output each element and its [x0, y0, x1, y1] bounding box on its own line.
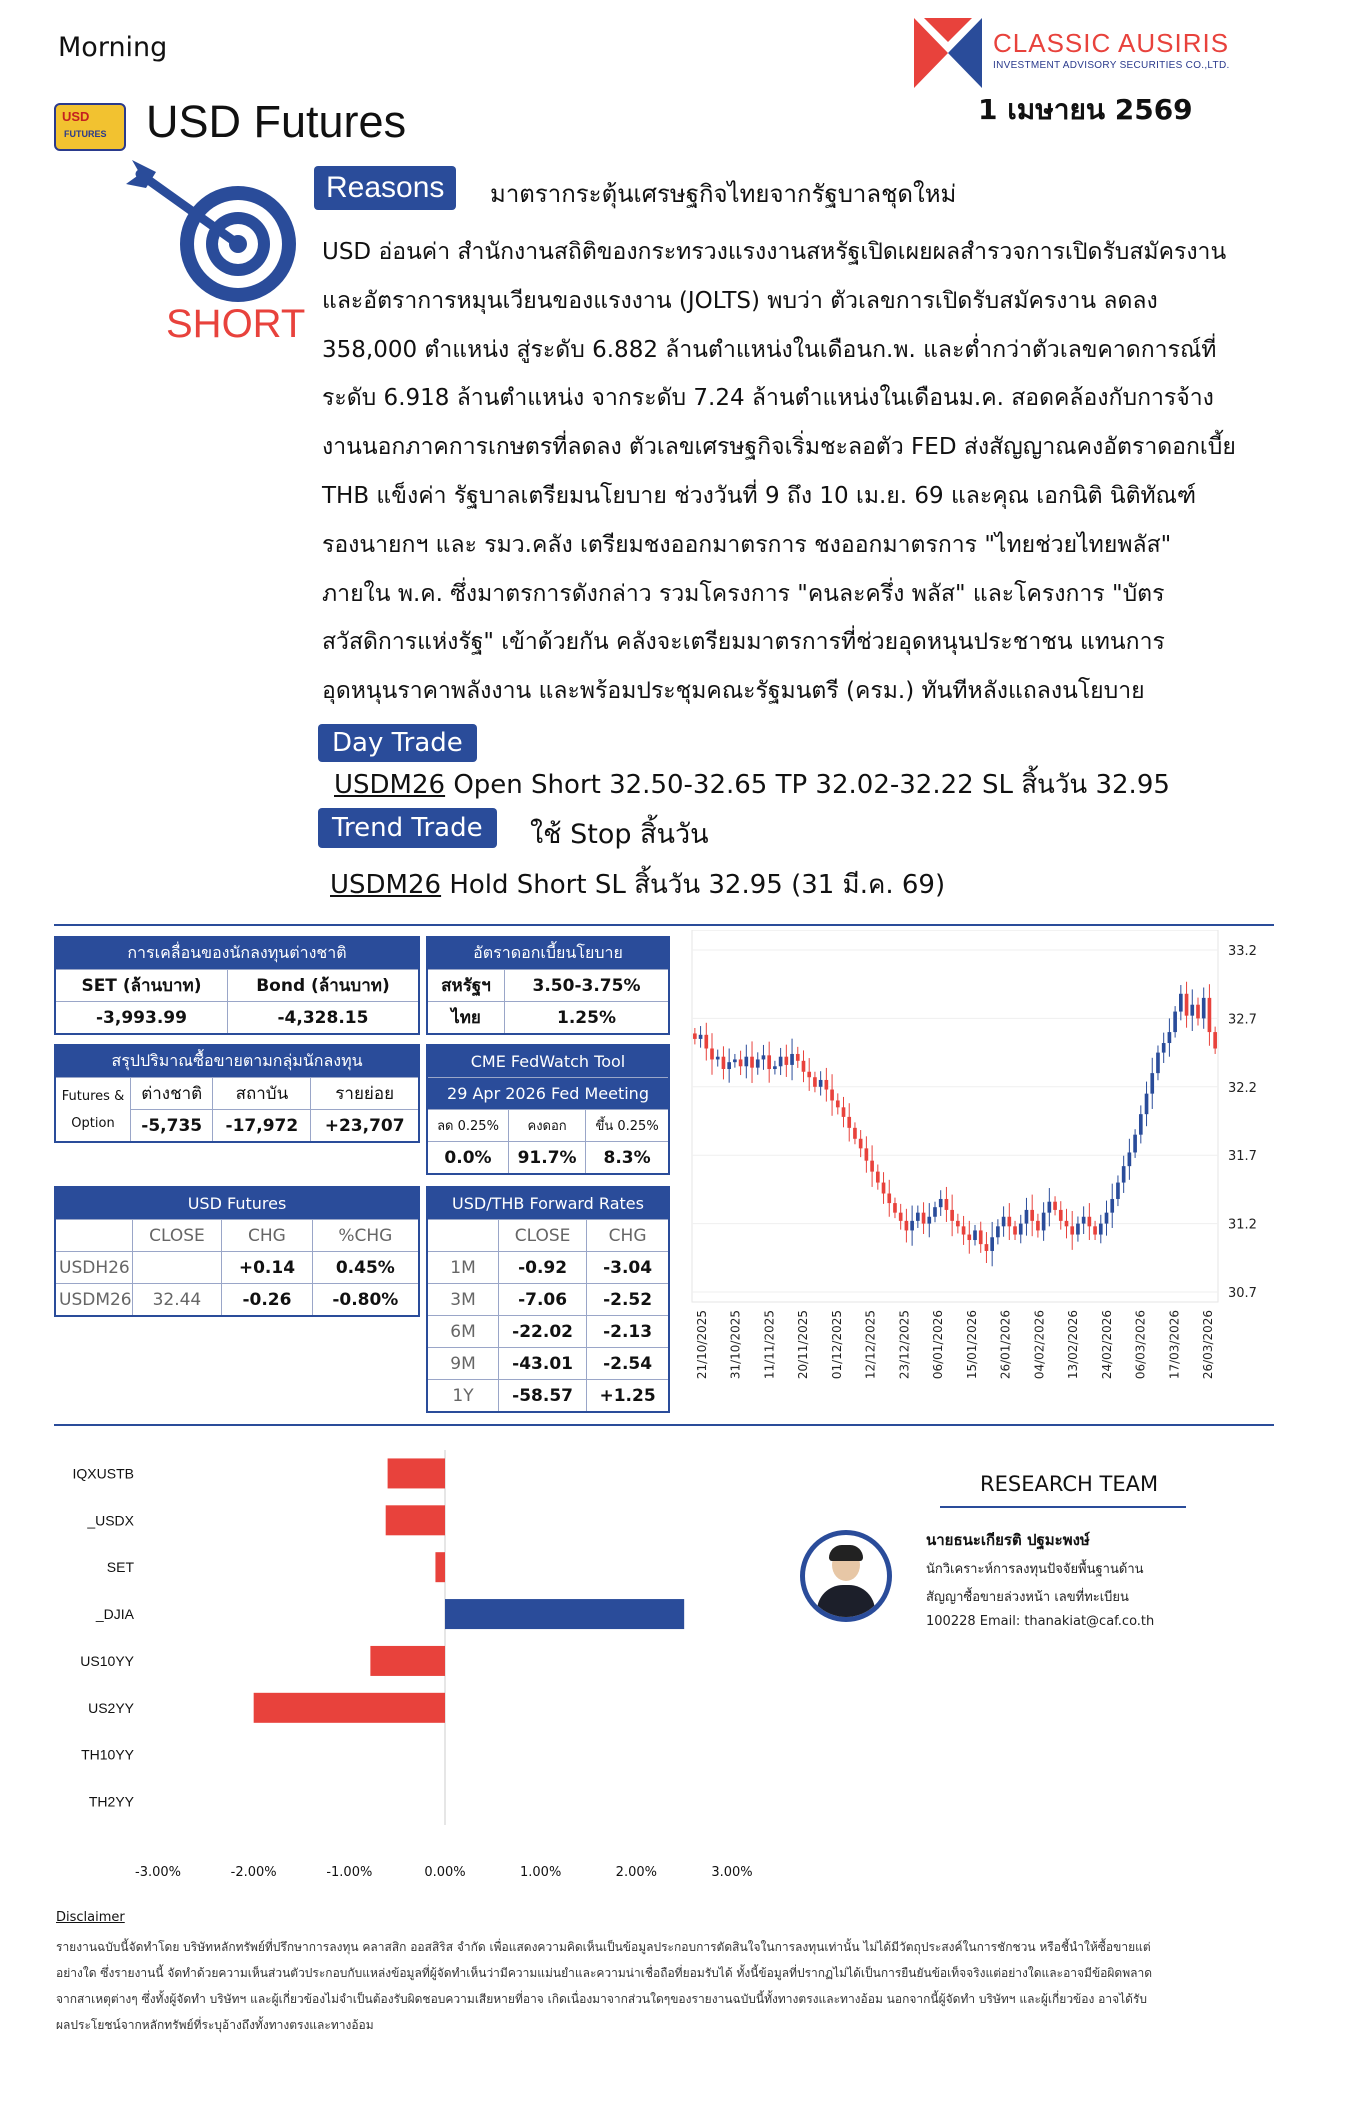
table-cell: USDH26	[55, 1252, 132, 1284]
candle-body	[785, 1057, 789, 1065]
table-title: USD Futures	[55, 1187, 419, 1220]
table-cell: -22.02	[499, 1316, 587, 1348]
candle-body	[1059, 1210, 1063, 1221]
candle-body	[945, 1199, 949, 1210]
candle-body	[1036, 1221, 1040, 1231]
session-label: Morning	[58, 32, 168, 63]
table-cell: 6M	[427, 1316, 499, 1348]
row-label-line: Option	[71, 1115, 115, 1131]
candle-body	[693, 1033, 697, 1038]
x-tick-label: 01/12/2025	[829, 1310, 844, 1380]
candle-body	[876, 1172, 880, 1183]
candle-body	[1162, 1043, 1166, 1053]
x-tick-label: 11/11/2025	[762, 1310, 777, 1380]
candle-body	[847, 1117, 851, 1128]
candle-body	[1002, 1217, 1006, 1227]
candle-body	[756, 1059, 760, 1067]
x-tick-label: 06/01/2026	[931, 1310, 946, 1380]
candle-body	[796, 1054, 800, 1061]
reason-line: USD อ่อนค่า สำนักงานสถิติของกระทรวงแรงงานสหรัฐเปิดเผยผลสำรวจการเปิดรับสมัครงาน	[322, 239, 1227, 265]
day-trade-symbol: USDM26	[334, 770, 446, 800]
candle-body	[882, 1183, 886, 1194]
reasons-body	[322, 228, 1262, 716]
x-tick-label: 04/02/2026	[1032, 1310, 1047, 1380]
y-tick-label: 32.7	[1228, 1012, 1257, 1028]
candle-body	[927, 1217, 931, 1224]
table-row	[427, 1252, 669, 1284]
candle-body	[819, 1080, 823, 1087]
candle-body	[1105, 1213, 1109, 1224]
candle-body	[1053, 1202, 1057, 1210]
candle-body	[973, 1230, 977, 1240]
candle-body	[1116, 1183, 1120, 1199]
reasons-tag: Reasons	[314, 166, 456, 210]
candle-body	[990, 1237, 994, 1251]
candle-body	[825, 1080, 829, 1090]
candle-body	[1088, 1217, 1092, 1227]
table-row	[427, 1380, 669, 1413]
table-title: CME FedWatch Tool	[427, 1045, 669, 1078]
table-header: CLOSE	[499, 1220, 587, 1252]
analyst-email: 100228 Email: thanakiat@caf.co.th	[926, 1614, 1155, 1629]
x-tick-label: 1.00%	[520, 1865, 562, 1880]
change-bar-chart	[54, 1440, 814, 1890]
trend-trade-tag: Trend Trade	[318, 808, 497, 848]
bar	[388, 1458, 445, 1488]
candle-body	[1202, 998, 1206, 1019]
candle-body	[750, 1057, 754, 1068]
candle-body	[836, 1100, 840, 1107]
brand-subtitle: INVESTMENT ADVISORY SECURITIES CO.,LTD.	[993, 60, 1230, 71]
y-tick-label: 33.2	[1228, 944, 1257, 959]
table-cell: -0.26	[222, 1284, 312, 1317]
candle-body	[1122, 1166, 1126, 1182]
trend-trade-note: ใช้ Stop สิ้นวัน	[530, 819, 709, 850]
candle-body	[733, 1059, 737, 1062]
day-trade-tag: Day Trade	[318, 724, 477, 762]
table-cell: -58.57	[499, 1380, 587, 1413]
avatar-hair-shape	[829, 1545, 863, 1561]
x-tick-label: 12/12/2025	[863, 1310, 878, 1380]
candle-body	[922, 1213, 926, 1224]
candle-body	[1007, 1217, 1011, 1227]
candle-body	[1185, 994, 1189, 1016]
table-row	[427, 1316, 669, 1348]
candle-body	[1025, 1210, 1029, 1224]
table-header	[55, 1220, 132, 1252]
table-cell: -2.52	[587, 1284, 669, 1316]
table-cell: -43.01	[499, 1348, 587, 1380]
reason-line: งานนอกภาคการเกษตรที่ลดลง ตัวเลขเศรษฐกิจเริ่มชะลอตัว FED ส่งสัญญาณคงอัตราดอกเบี้ย	[322, 434, 1236, 461]
disclaimer-line: อย่างใด ซึ่งรายงานนี้ จัดทำด้วยความเห็นส่วนตัวประกอบกับแหล่งข้อมูลที่ผู้จัดทำเห็นว่ามีความแม่นยำและความน่าเชื่อถือที่ยอมรับได้ ทั้งนี้ข้อมูลที่ปรากฏไม่ได้เป็นการยืนยันข้อเท็จจริงแต่อย่างใดและอาจมีข้อผิดพลาด	[56, 1966, 1152, 1980]
candle-body	[1179, 994, 1183, 1012]
y-tick-label: 31.2	[1228, 1217, 1257, 1233]
table-cell: +23,707	[311, 1110, 419, 1143]
candle-body	[1030, 1210, 1034, 1221]
x-tick-label: 26/01/2026	[998, 1310, 1013, 1380]
reason-line: และอัตราการหมุนเวียนของแรงงาน (JOLTS) พบว่า ตัวเลขการเปิดรับสมัครงาน ลดลง	[322, 287, 1158, 314]
price-chart	[690, 930, 1280, 1422]
table-cell: -0.80%	[312, 1284, 419, 1317]
forward-rates-table	[426, 1186, 670, 1413]
analyst-avatar	[800, 1530, 892, 1622]
page-title: USD Futures	[146, 96, 407, 147]
x-tick-label: 13/02/2026	[1066, 1310, 1081, 1380]
candle-body	[716, 1057, 720, 1060]
category-label: IQXUSTB	[72, 1465, 134, 1482]
fedwatch-table	[426, 1044, 670, 1175]
table-header: CLOSE	[132, 1220, 222, 1252]
table-row	[55, 1284, 419, 1317]
table-row-label	[55, 1078, 131, 1143]
table-header: ต่างชาติ	[131, 1078, 213, 1110]
candle-body	[727, 1062, 731, 1069]
candle-body	[1156, 1053, 1160, 1074]
avatar-photo	[805, 1535, 887, 1617]
candle-body	[1145, 1094, 1149, 1115]
reasons-headline: มาตรากระตุ้นเศรษฐกิจไทยจากรัฐบาลชุดใหม่	[490, 180, 957, 208]
candle-body	[1139, 1114, 1143, 1135]
table-cell: -5,735	[131, 1110, 213, 1143]
candle-body	[744, 1057, 748, 1067]
x-tick-label: 26/03/2026	[1201, 1310, 1215, 1380]
candle-body	[1110, 1199, 1114, 1213]
x-tick-label: 23/12/2025	[897, 1310, 912, 1380]
table-header: สถาบัน	[213, 1078, 311, 1110]
table-cell: -0.92	[499, 1252, 587, 1284]
table-row	[427, 1348, 669, 1380]
candle-body	[1168, 1032, 1172, 1043]
x-tick-label: 06/03/2026	[1133, 1310, 1148, 1380]
table-cell: -17,972	[213, 1110, 311, 1143]
table-cell: ไทย	[427, 1002, 505, 1035]
candle-body	[1190, 1005, 1194, 1016]
research-title-underline	[940, 1506, 1186, 1508]
candle-body	[830, 1090, 834, 1101]
usd-futures-badge-icon	[54, 103, 126, 151]
x-tick-label: 31/10/2025	[728, 1310, 743, 1380]
candle-body	[865, 1148, 869, 1160]
candle-body	[1070, 1226, 1074, 1234]
category-label: US2YY	[88, 1699, 134, 1716]
candle-body	[950, 1210, 954, 1221]
candle-body	[1042, 1213, 1046, 1231]
usd-futures-table	[54, 1186, 420, 1317]
x-tick-label: 2.00%	[615, 1865, 657, 1880]
candle-body	[807, 1072, 811, 1077]
trend-trade-symbol: USDM26	[330, 870, 442, 900]
disclaimer-line: รายงานฉบับนี้จัดทำโดย บริษัทหลักทรัพย์ที่ปรึกษาการลงทุน คลาสสิก ออสสิริส จำกัด เพื่อแสดงความคิดเห็นเป็นข้อมูลประกอบการตัดสินใจในการลงทุนเท่านั้น ไม่ได้มีวัตถุประสงค์ในการชักชวน หรือชี้นำให้ซื้อขายแต่	[56, 1940, 1151, 1954]
x-tick-label: 20/11/2025	[796, 1310, 811, 1380]
table-header: CHG	[222, 1220, 312, 1252]
brand-name: CLASSIC AUSIRIS	[993, 28, 1230, 58]
bar	[435, 1552, 445, 1582]
candle-body	[905, 1221, 909, 1231]
x-tick-label: -3.00%	[135, 1865, 181, 1880]
table-cell: +1.25	[587, 1380, 669, 1413]
candle-body	[1099, 1224, 1103, 1235]
section-divider	[54, 924, 1274, 926]
bar	[386, 1505, 445, 1535]
analyst-name: นายธนะเกียรติ ปฐมะพงษ์	[926, 1531, 1090, 1549]
table-header: คงดอก	[509, 1110, 586, 1142]
table-row	[55, 1252, 419, 1284]
section-divider	[54, 1424, 1274, 1426]
category-label: SET	[106, 1559, 134, 1576]
bar	[370, 1646, 445, 1676]
candle-body	[779, 1057, 783, 1067]
x-tick-label: -2.00%	[230, 1865, 277, 1880]
table-cell: -3.04	[587, 1252, 669, 1284]
category-label: TH10YY	[81, 1746, 134, 1763]
table-cell: -3,993.99	[55, 1002, 227, 1035]
candle-body	[859, 1139, 863, 1149]
table-cell: -2.54	[587, 1348, 669, 1380]
table-cell: -7.06	[499, 1284, 587, 1316]
disclaimer-line: จากสาเหตุต่างๆ ซึ่งทั้งผู้จัดทำ บริษัทฯ และผู้เกี่ยวข้องไม่จำเป็นต้องรับผิดชอบความเสียหายที่อาจ เกิดเนื่องมาจากส่วนใดๆของรายงานฉบับนี้ทั้งทางตรงและทางอ้อม นอกจากนี้ผู้จัดทำ บริษัทฯ และผู้เกี่ยวข้อง อาจได้รับ	[56, 1992, 1148, 2006]
reason-line: ภายใน พ.ค. ซึ่งมาตรการดังกล่าว รวมโครงการ "คนละครึ่ง พลัส" และโครงการ "บัตร	[322, 580, 1165, 607]
category-label: US10YY	[80, 1652, 134, 1669]
x-tick-label: 3.00%	[711, 1865, 753, 1880]
table-title: สรุปปริมาณซื้อขายตามกลุ่มนักลงทุน	[55, 1045, 419, 1078]
candle-body	[739, 1059, 743, 1066]
candle-body	[1213, 1032, 1217, 1048]
candle-body	[767, 1055, 771, 1069]
candle-body	[1076, 1224, 1080, 1235]
candle-body	[962, 1226, 966, 1234]
candle-body	[933, 1207, 937, 1217]
candle-body	[842, 1107, 846, 1117]
reason-line: อุดหนุนราคาพลังงาน และพร้อมประชุมคณะรัฐมนตรี (ครม.) ทันทีหลังแถลงนโยบาย	[322, 678, 1145, 705]
table-subtitle: 29 Apr 2026 Fed Meeting	[427, 1078, 669, 1110]
candle-body	[762, 1055, 766, 1059]
table-cell: +0.14	[222, 1252, 312, 1284]
investor-group-table	[54, 1044, 420, 1143]
candle-body	[1082, 1217, 1086, 1224]
report-date: 1 เมษายน 2569	[978, 93, 1193, 126]
table-row	[427, 1284, 669, 1316]
company-logo-icon	[914, 18, 982, 88]
badge-top-text: USD	[62, 109, 90, 124]
candle-body	[956, 1221, 960, 1226]
reason-line: สวัสดิการแห่งรัฐ" เข้าด้วยกัน คลังจะเตรียมมาตรการที่ช่วยอุดหนุนประชาชน แทนการ	[322, 629, 1165, 656]
candle-body	[996, 1226, 1000, 1237]
avatar-body-shape	[817, 1585, 875, 1617]
day-trade-detail: Open Short 32.50-32.65 TP 32.02-32.22 SL สิ้นวัน 32.95	[445, 770, 1170, 800]
candle-body	[899, 1213, 903, 1221]
table-cell: 1.25%	[505, 1002, 670, 1035]
table-cell: 91.7%	[509, 1142, 586, 1175]
candle-body	[710, 1048, 714, 1059]
table-header: ลด 0.25%	[427, 1110, 509, 1142]
candle-body	[704, 1035, 708, 1049]
table-cell: 1Y	[427, 1380, 499, 1413]
trend-trade-plan	[330, 864, 945, 905]
table-cell: 9M	[427, 1348, 499, 1380]
disclaimer-title: Disclaimer	[56, 1910, 125, 1925]
y-tick-label: 31.7	[1228, 1149, 1257, 1165]
table-title: USD/THB Forward Rates	[427, 1187, 669, 1220]
category-label: _DJIA	[95, 1606, 134, 1623]
table-header: %CHG	[312, 1220, 419, 1252]
candle-body	[1196, 1005, 1200, 1019]
x-tick-label: 0.00%	[424, 1865, 466, 1880]
trend-trade-detail: Hold Short SL สิ้นวัน 32.95 (31 มี.ค. 69)	[441, 870, 946, 900]
x-tick-label: -1.00%	[326, 1865, 373, 1880]
candle-body	[910, 1221, 914, 1231]
candle-body	[699, 1035, 703, 1039]
candle-body	[1173, 1012, 1177, 1033]
table-title: อัตราดอกเบี้ยนโยบาย	[427, 937, 669, 970]
table-cell: 32.44	[132, 1284, 222, 1317]
disclaimer-line: ผลประโยชน์จากหลักทรัพย์ที่ระบุอ้างถึงทั้งทางตรงและทางอ้อม	[56, 2018, 374, 2032]
table-header: รายย่อย	[311, 1078, 419, 1110]
table-header	[427, 1220, 499, 1252]
candle-body	[1013, 1226, 1017, 1234]
candle-body	[773, 1066, 777, 1069]
candle-body	[813, 1077, 817, 1087]
candle-body	[979, 1230, 983, 1244]
candle-body	[887, 1194, 891, 1204]
table-header: Bond (ล้านบาท)	[227, 970, 419, 1002]
candle-body	[916, 1213, 920, 1221]
table-cell: 0.45%	[312, 1252, 419, 1284]
row-label-line: Futures &	[61, 1088, 125, 1104]
category-label: TH2YY	[88, 1793, 134, 1810]
x-tick-label: 17/03/2026	[1167, 1310, 1182, 1380]
table-cell: -4,328.15	[227, 1002, 419, 1035]
candle-body	[939, 1199, 943, 1207]
candle-body	[1133, 1135, 1137, 1153]
candle-body	[853, 1128, 857, 1139]
reason-line: THB แข็งค่า รัฐบาลเตรียมนโยบาย ช่วงวันที่ 9 ถึง 10 เม.ย. 69 และคุณ เอกนิติ นิติทัณฑ์	[322, 482, 1197, 509]
candle-body	[870, 1161, 874, 1172]
candle-body	[893, 1203, 897, 1213]
table-cell: 0.0%	[427, 1142, 509, 1175]
candle-body	[722, 1057, 726, 1069]
y-tick-label: 30.7	[1228, 1286, 1257, 1301]
candle-body	[1150, 1073, 1154, 1094]
candle-body	[1208, 998, 1212, 1032]
table-cell: สหรัฐฯ	[427, 970, 505, 1002]
table-cell: 3M	[427, 1284, 499, 1316]
candle-body	[1048, 1202, 1052, 1213]
foreign-flow-table	[54, 936, 420, 1035]
table-cell: -2.13	[587, 1316, 669, 1348]
table-header: SET (ล้านบาท)	[55, 970, 227, 1002]
candle-body	[802, 1061, 806, 1072]
disclaimer-body	[56, 1934, 1246, 2038]
candle-body	[1093, 1226, 1097, 1234]
reason-line: รองนายกฯ และ รมว.คลัง เตรียมชงออกมาตรการ ชงออกมาตรการ "ไทยช่วยไทยพลัส"	[322, 531, 1172, 558]
table-cell: 8.3%	[586, 1142, 669, 1175]
table-cell: 1M	[427, 1252, 499, 1284]
table-cell: USDM26	[55, 1284, 132, 1317]
research-team-title: RESEARCH TEAM	[980, 1472, 1159, 1496]
table-cell	[132, 1252, 222, 1284]
candle-body	[1128, 1152, 1132, 1166]
table-cell: 3.50-3.75%	[505, 970, 670, 1002]
badge-bottom-text: FUTURES	[64, 129, 107, 139]
bar	[254, 1693, 445, 1723]
day-trade-plan	[334, 764, 1170, 805]
target-icon	[126, 154, 306, 304]
category-label: _USDX	[87, 1512, 134, 1529]
table-title: การเคลื่อนของนักลงทุนต่างชาติ	[55, 937, 419, 970]
y-tick-label: 32.2	[1228, 1080, 1257, 1096]
x-tick-label: 21/10/2025	[695, 1310, 709, 1380]
policy-rate-table	[426, 936, 670, 1035]
candle-body	[1065, 1221, 1069, 1226]
candle-body	[985, 1244, 989, 1251]
candle-body	[967, 1235, 971, 1240]
reason-line: ระดับ 6.918 ล้านตำแหน่ง จากระดับ 7.24 ล้านตำแหน่งในเดือนม.ค. สอดคล้องกับการจ้าง	[322, 385, 1214, 412]
analyst-detail: สัญญาซื้อขายล่วงหน้า เลขที่ทะเบียน	[926, 1590, 1129, 1605]
x-tick-label: 24/02/2026	[1099, 1310, 1114, 1380]
candle-body	[1019, 1224, 1023, 1235]
analyst-detail: นักวิเคราะห์การลงทุนปัจจัยพื้นฐานด้าน	[926, 1562, 1144, 1577]
bar	[445, 1599, 684, 1629]
x-tick-label: 15/01/2026	[964, 1310, 979, 1380]
signal-label: SHORT	[166, 302, 306, 346]
table-header: ขึ้น 0.25%	[586, 1110, 669, 1142]
table-header: CHG	[587, 1220, 669, 1252]
reason-line: 358,000 ตำแหน่ง สู่ระดับ 6.882 ล้านตำแหน่งในเดือนก.พ. และต่ำกว่าตัวเลขคาดการณ์ที่	[322, 336, 1217, 363]
candle-body	[790, 1054, 794, 1065]
